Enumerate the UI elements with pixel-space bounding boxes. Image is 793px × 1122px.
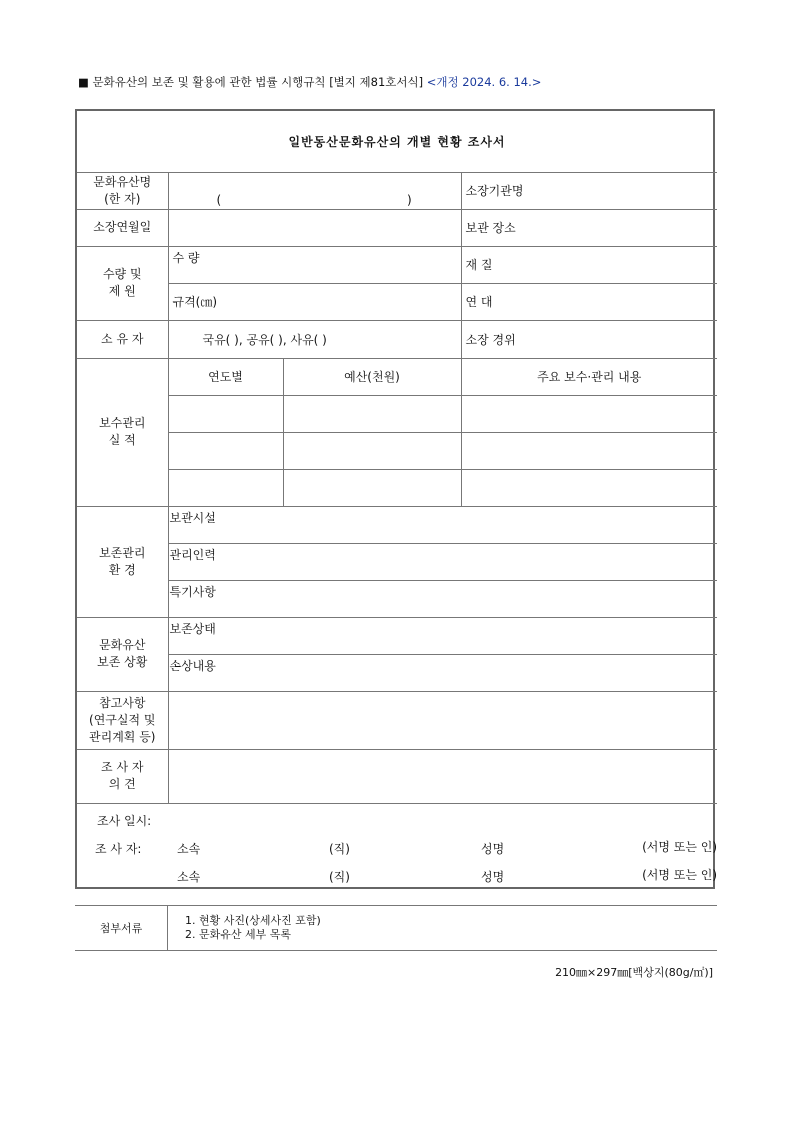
management-staff-field[interactable]: 관리인력: [168, 543, 717, 580]
repair-record-label-line2: 실 적: [108, 433, 136, 447]
preservation-state-field[interactable]: 보존상태: [168, 617, 717, 654]
name-label: 성명: [481, 869, 505, 884]
surveyor-opinion-label-line1: 조 사 자: [101, 760, 144, 774]
amendment-date: <개정 2024. 6. 14.>: [426, 75, 542, 89]
quantity-specs-label: [77, 246, 168, 320]
position-label: (직): [329, 841, 350, 856]
surveyor-label: 조 사 자:: [95, 841, 142, 856]
hanja-paren-open: (: [216, 192, 222, 207]
surveyor-line-1: [77, 838, 717, 866]
affiliation-label: 소속: [177, 869, 201, 884]
survey-signature-block: [77, 803, 717, 894]
repair-record-label-line1: 보수관리: [99, 416, 146, 430]
heritage-name-field[interactable]: [168, 172, 461, 209]
holding-org-field[interactable]: 소장기관명: [461, 172, 717, 209]
reference-notes-label: [77, 691, 168, 749]
preservation-status-label-line2: 보존 상황: [97, 655, 148, 669]
damage-details-field[interactable]: 손상내용: [168, 654, 717, 691]
preservation-env-label-line2: 환 경: [108, 562, 136, 577]
quantity-field[interactable]: 수 량: [168, 246, 461, 283]
col-year-header: 연도별: [168, 358, 283, 395]
acquisition-history-field[interactable]: 소장 경위: [461, 320, 717, 358]
affiliation-label: 소속: [177, 841, 201, 856]
heritage-name-label-line2: (한 자): [104, 191, 141, 206]
repair-year-cell[interactable]: [168, 395, 283, 432]
survey-date-line: [77, 810, 717, 838]
quantity-specs-label-line2: 제 원: [108, 284, 136, 298]
repair-content-cell[interactable]: [461, 469, 717, 506]
signature-label: (서명 또는 인): [642, 839, 718, 854]
regulation-reference: 문화유산의 보존 및 활용에 관한 법률 시행규칙 [별지 제81호서식]: [92, 75, 424, 89]
attachments-section: [75, 905, 717, 951]
form-title: 일반동산문화유산의 개별 현황 조사서: [77, 111, 717, 172]
form-header: [78, 74, 541, 90]
heritage-name-label-line1: 문화유산명: [93, 174, 152, 189]
preservation-status-label: [77, 617, 168, 691]
preservation-status-label-line1: 문화유산: [99, 638, 146, 652]
reference-notes-field[interactable]: [168, 691, 717, 749]
col-content-header: 주요 보수·관리 내용: [461, 358, 717, 395]
hanja-paren-close: ): [407, 192, 412, 207]
storage-facility-field[interactable]: 보관시설: [168, 506, 717, 543]
preservation-env-label: [77, 506, 168, 617]
era-field[interactable]: 연 대: [461, 283, 717, 320]
reference-notes-label-line2: (연구실적 및: [89, 712, 156, 727]
repair-budget-cell[interactable]: [283, 432, 461, 469]
quantity-specs-label-line1: 수량 및: [102, 267, 142, 281]
reference-notes-label-line3: 관리계획 등): [89, 729, 156, 744]
special-notes-field[interactable]: 특기사항: [168, 580, 717, 617]
attachment-item-1: 1. 현황 사진(상세사진 포함): [185, 914, 321, 927]
square-bullet-icon: ■: [78, 75, 89, 89]
form-table: [77, 111, 717, 894]
attachments-label: 첨부서류: [75, 906, 168, 950]
repair-year-cell[interactable]: [168, 469, 283, 506]
repair-content-cell[interactable]: [461, 432, 717, 469]
storage-place-field[interactable]: 보관 장소: [461, 209, 717, 246]
repair-budget-cell[interactable]: [283, 395, 461, 432]
signature-label: (서명 또는 인): [642, 867, 718, 882]
repair-content-cell[interactable]: [461, 395, 717, 432]
material-field[interactable]: 재 질: [461, 246, 717, 283]
paper-spec: 210㎜×297㎜[백상지(80g/㎡)]: [555, 966, 713, 979]
position-label: (직): [329, 869, 350, 884]
survey-form: [75, 109, 718, 889]
owner-options-field[interactable]: [168, 320, 461, 358]
name-label: 성명: [481, 841, 505, 856]
surveyor-line-2: [77, 866, 717, 894]
repair-record-label: [77, 358, 168, 506]
owner-options: 국유( ), 공유( ), 사유( ): [202, 332, 327, 347]
col-budget-header: 예산(천원): [283, 358, 461, 395]
owner-label: 소 유 자: [77, 320, 168, 358]
preservation-env-label-line1: 보존관리: [99, 545, 146, 560]
dimensions-field[interactable]: 규격(㎝): [168, 283, 461, 320]
repair-year-cell[interactable]: [168, 432, 283, 469]
attachment-item-2: 2. 문화유산 세부 목록: [185, 928, 291, 941]
acquired-date-label: 소장연월일: [77, 209, 168, 246]
heritage-name-label: [77, 172, 168, 209]
repair-budget-cell[interactable]: [283, 469, 461, 506]
survey-date-label: 조사 일시:: [97, 813, 152, 828]
surveyor-opinion-label: [77, 749, 168, 803]
reference-notes-label-line1: 참고사항: [99, 695, 146, 710]
attachments-list: [185, 914, 321, 942]
acquired-date-field[interactable]: [168, 209, 461, 246]
surveyor-opinion-field[interactable]: [168, 749, 717, 803]
surveyor-opinion-label-line2: 의 견: [108, 777, 136, 791]
